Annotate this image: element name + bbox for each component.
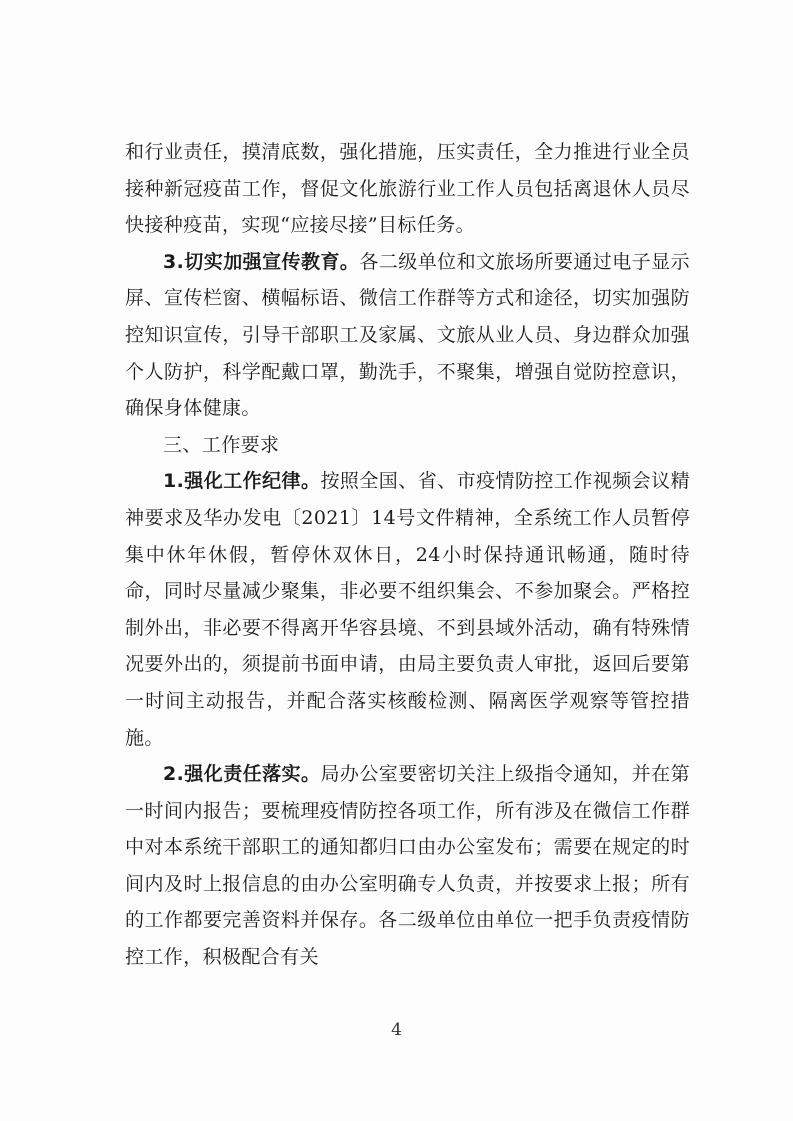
item-text: 局办公室要密切关注上级指令通知，并在第一时间内报告；要梳理疫情防控各项工作，所有涉及在微信工作群中对本系统干部职工的通知都归口由办公室发布；需要在规定的时间内及时上报信息的由办公室明确专人负责，并按要求上报；所有的工作都要完善资料并保存。各二级单位由单位一把手负责疫情防控工作，积极配合有关 xyxy=(125,763,690,969)
item-title: 3.切实加强宣传教育。 xyxy=(163,250,360,273)
paragraph-item-3 xyxy=(125,244,690,427)
item-text: 按照全国、省、市疫情防控工作视频会议精神要求及华办发电〔2021〕14号文件精神，全系统工作人员暂停集中休年休假，暂停休双休日，24小时保持通讯畅通，随时待命，同时尽量减少聚集，非必要不组织集会、不参加聚会。严格控制外出，非必要不得离开华容县境、不到县域外活动，确有特殊情况要外出的，须提前书面申请，由局主要负责人审批，返回后要第一时间主动报告，并配合落实核酸检测、隔离医学观察等管控措施。 xyxy=(125,470,690,749)
paragraph-item-2 xyxy=(125,756,690,976)
item-title: 2.强化责任落实。 xyxy=(163,763,321,786)
document-body xyxy=(125,134,690,976)
page-number: 4 xyxy=(391,1020,402,1040)
item-title: 1.强化工作纪律。 xyxy=(163,470,321,493)
item-text: 各二级单位和文旅场所要通过电子显示屏、宣传栏窗、横幅标语、微信工作群等方式和途径，切实加强防控知识宣传，引导干部职工及家属、文旅从业人员、身边群众加强个人防护，科学配戴口罩，勤洗手，不聚集，增强自觉防控意识，确保身体健康。 xyxy=(125,250,690,420)
section-heading: 三、工作要求 xyxy=(163,433,280,456)
paragraph-continuation: 和行业责任，摸清底数，强化措施，压实责任，全力推进行业全员接种新冠疫苗工作，督促文化旅游行业工作人员包括离退休人员尽快接种疫苗，实现“应接尽接”目标任务。 xyxy=(125,141,690,237)
paragraph-item-1 xyxy=(125,463,690,756)
